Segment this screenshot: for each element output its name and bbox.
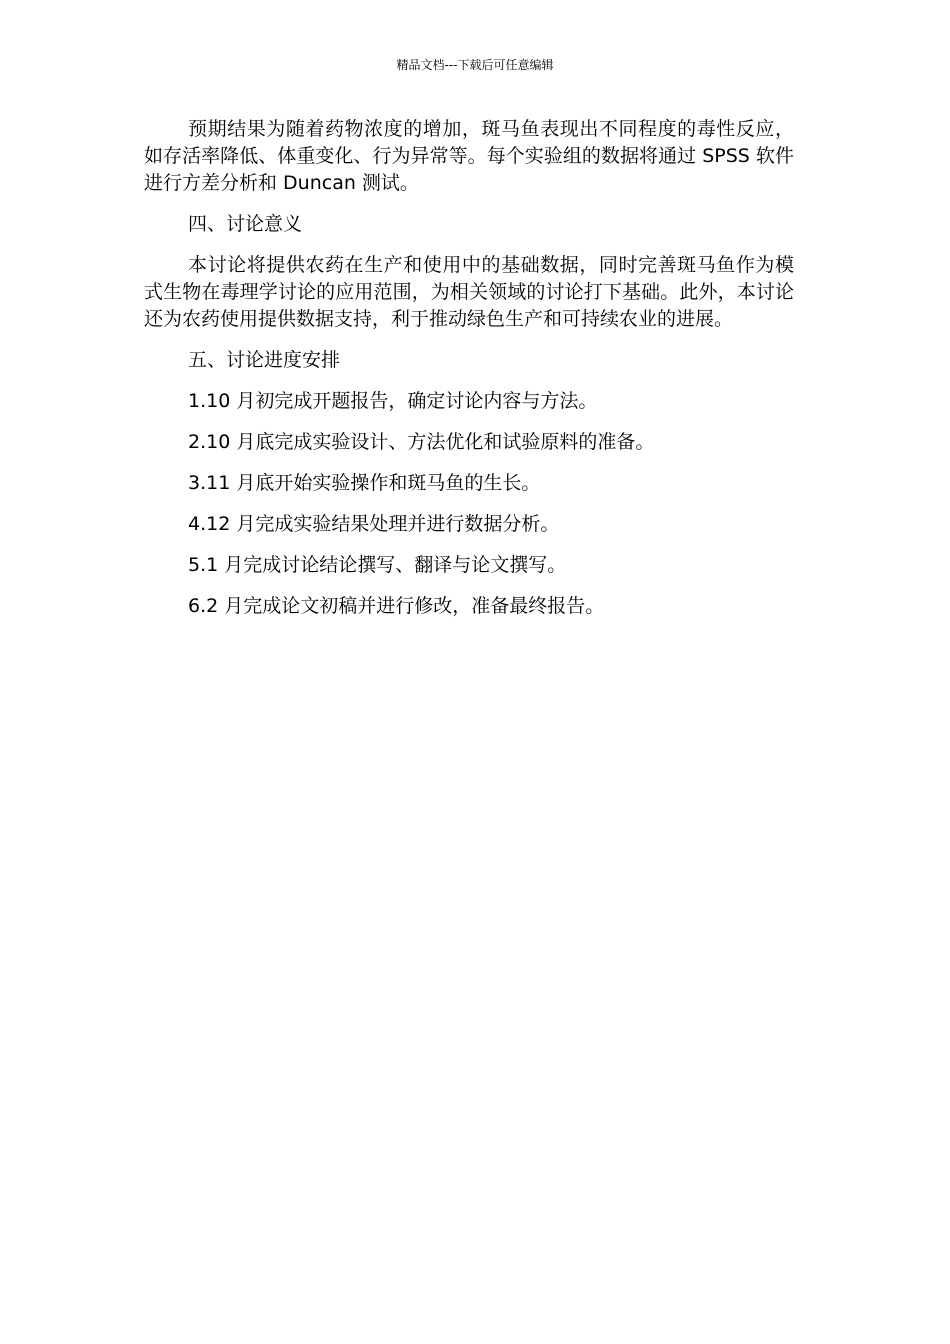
schedule-item: 5.1 月完成讨论结论撰写、翻译与论文撰写。 (188, 554, 567, 576)
significance-paragraph: 本讨论将提供农药在生产和使用中的基础数据，同时完善斑马鱼作为模式生物在毒理学讨论的应用范围，为相关领域的讨论打下基础。此外，本讨论还为农药使用提供数据支持，利于推动绿色生产和可持续农业的进展。 (144, 254, 794, 330)
section-heading-significance: 四、讨论意义 (188, 213, 303, 235)
schedule-item: 2.10 月底完成实验设计、方法优化和试验原料的准备。 (188, 431, 655, 453)
schedule-item: 1.10 月初完成开题报告，确定讨论内容与方法。 (188, 390, 598, 412)
schedule-item: 6.2 月完成论文初稿并进行修改，准备最终报告。 (188, 595, 605, 617)
schedule-item: 3.11 月底开始实验操作和斑马鱼的生长。 (188, 472, 541, 494)
section-heading-schedule: 五、讨论进度安排 (188, 349, 341, 371)
schedule-item: 4.12 月完成实验结果处理并进行数据分析。 (188, 513, 560, 535)
page-header: 精品文档---下载后可任意编辑 (396, 58, 554, 72)
results-paragraph: 预期结果为随着药物浓度的增加，斑马鱼表现出不同程度的毒性反应，如存活率降低、体重变化、行为异常等。每个实验组的数据将通过 SPSS 软件进行方差分析和 Duncan 测试。 (144, 118, 794, 194)
document-body (144, 116, 794, 634)
